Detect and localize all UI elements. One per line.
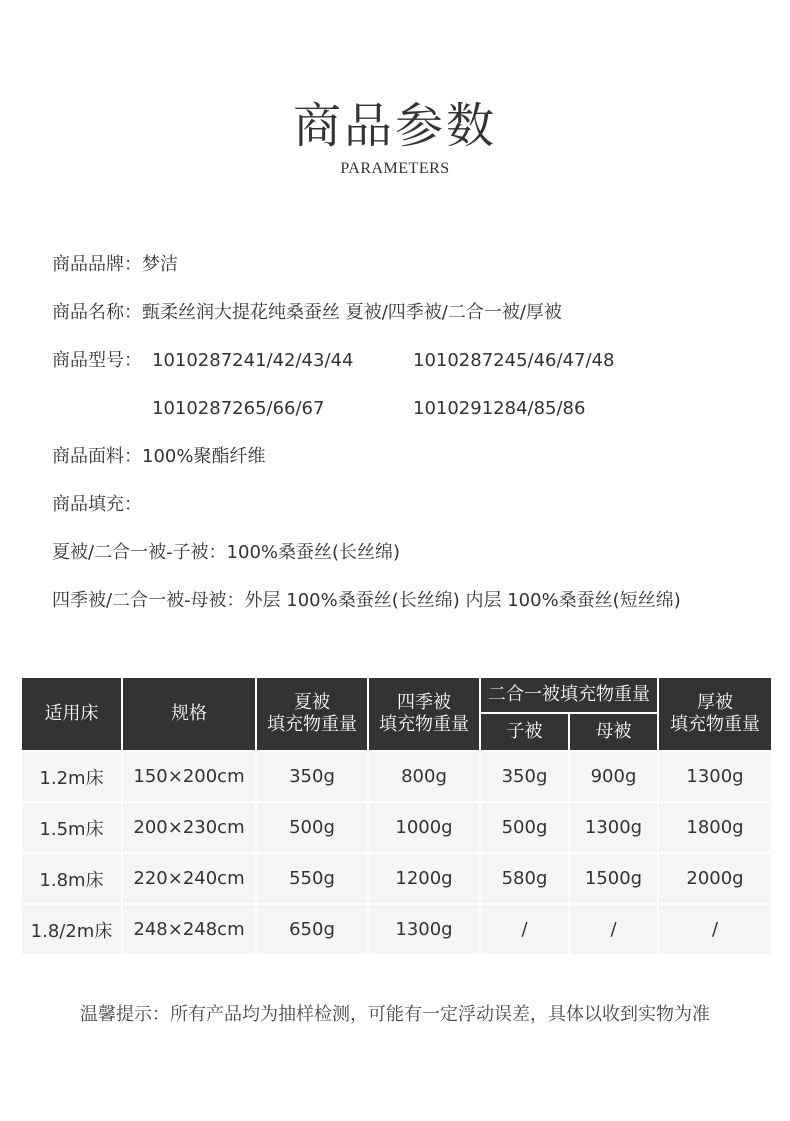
cell-thick: /	[658, 904, 772, 955]
cell-combo-mother: 1300g	[569, 802, 658, 853]
cell-size: 248×248cm	[122, 904, 256, 955]
header-bed: 适用床	[21, 677, 122, 751]
info-filling: 商品填充：	[52, 494, 142, 515]
cell-size: 200×230cm	[122, 802, 256, 853]
cell-combo-child: 500g	[480, 802, 569, 853]
info-model-4: 1010291284/85/86	[413, 398, 586, 419]
cell-bed: 1.8/2m床	[21, 904, 122, 955]
info-name: 商品名称：甄柔丝润大提花纯桑蚕丝 夏被/四季被/二合一被/厚被	[52, 302, 562, 323]
cell-thick: 1800g	[658, 802, 772, 853]
info-filling-summer: 夏被/二合一被-子被：100%桑蚕丝(长丝绵)	[52, 542, 401, 563]
header-summer	[256, 677, 368, 751]
header-summer-line1: 夏被	[294, 692, 330, 713]
info-model-2: 1010287245/46/47/48	[413, 350, 615, 371]
header-four-season	[368, 677, 480, 751]
info-brand: 商品品牌：梦洁	[52, 254, 178, 275]
table-row	[21, 802, 772, 853]
spec-table	[20, 676, 773, 956]
header-combo: 二合一被填充物重量	[480, 677, 658, 713]
info-filling-four-season: 四季被/二合一被-母被：外层 100%桑蚕丝(长丝绵) 内层 100%桑蚕丝(短丝绵)	[52, 590, 681, 611]
cell-bed: 1.8m床	[21, 853, 122, 904]
cell-summer: 550g	[256, 853, 368, 904]
cell-size: 150×200cm	[122, 751, 256, 802]
cell-thick: 1300g	[658, 751, 772, 802]
cell-summer: 350g	[256, 751, 368, 802]
header-size: 规格	[122, 677, 256, 751]
cell-summer: 500g	[256, 802, 368, 853]
info-model-3: 1010287265/66/67	[152, 398, 325, 419]
cell-combo-child: 350g	[480, 751, 569, 802]
cell-four-season: 1300g	[368, 904, 480, 955]
cell-bed: 1.5m床	[21, 802, 122, 853]
page-title: 商品参数	[292, 98, 497, 154]
header-four-season-line1: 四季被	[397, 692, 451, 713]
info-model-label: 商品型号：	[52, 350, 142, 371]
header-summer-line2: 填充物重量	[267, 714, 357, 735]
tip-text: 温馨提示：所有产品均为抽样检测，可能有一定浮动误差，具体以收到实物为准	[80, 1004, 710, 1025]
header-thick-line1: 厚被	[697, 692, 733, 713]
header-thick-line2: 填充物重量	[670, 714, 760, 735]
table-row	[21, 751, 772, 802]
header-thick	[658, 677, 772, 751]
cell-four-season: 1200g	[368, 853, 480, 904]
cell-combo-mother: 900g	[569, 751, 658, 802]
cell-summer: 650g	[256, 904, 368, 955]
cell-bed: 1.2m床	[21, 751, 122, 802]
table-row	[21, 853, 772, 904]
header-combo-mother: 母被	[569, 713, 658, 751]
cell-combo-child: /	[480, 904, 569, 955]
info-model-1: 1010287241/42/43/44	[152, 350, 354, 371]
page-subtitle: PARAMETERS	[340, 160, 450, 177]
cell-four-season: 800g	[368, 751, 480, 802]
info-fabric: 商品面料：100%聚酯纤维	[52, 446, 266, 467]
cell-thick: 2000g	[658, 853, 772, 904]
cell-four-season: 1000g	[368, 802, 480, 853]
cell-combo-mother: 1500g	[569, 853, 658, 904]
header-four-season-line2: 填充物重量	[379, 714, 469, 735]
cell-combo-child: 580g	[480, 853, 569, 904]
table-row	[21, 904, 772, 955]
cell-size: 220×240cm	[122, 853, 256, 904]
cell-combo-mother: /	[569, 904, 658, 955]
header-combo-child: 子被	[480, 713, 569, 751]
